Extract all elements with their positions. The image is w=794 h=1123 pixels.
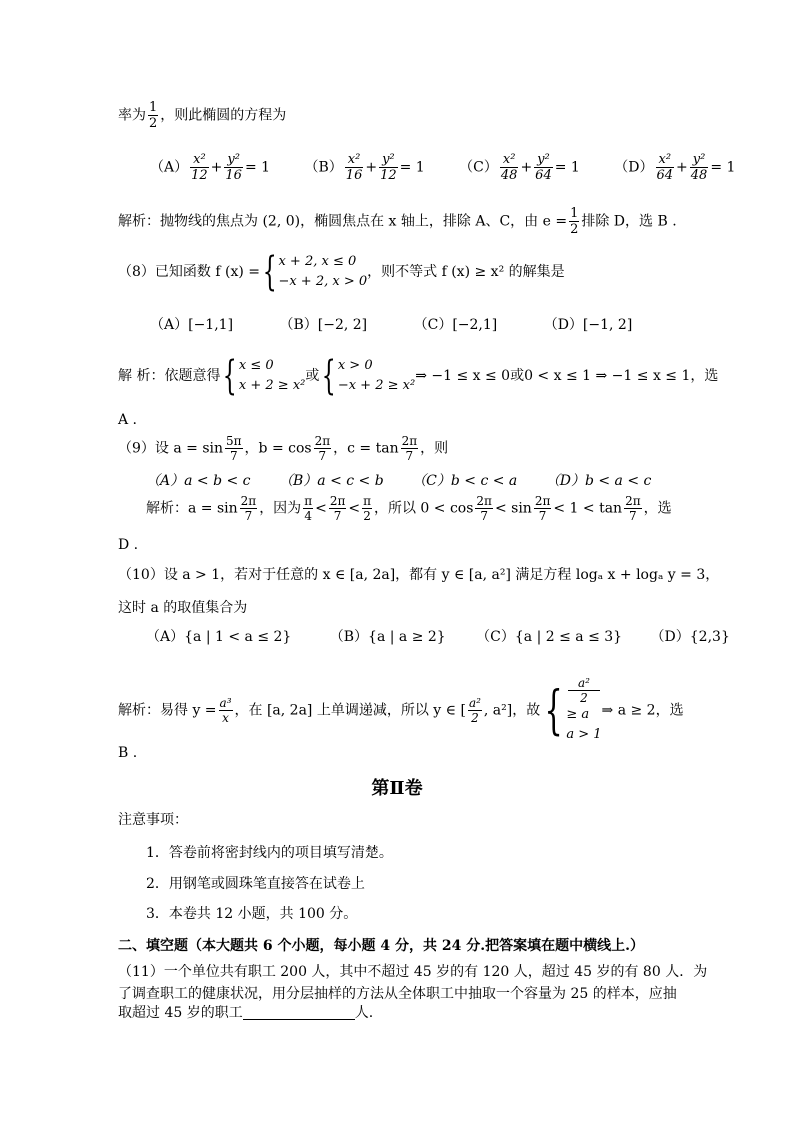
notes-item-3: 3．本卷共 12 小题，共 100 分。: [146, 906, 358, 922]
q7-option-a: （A） $\frac{\text{x²}}{12}$ + $\frac{\text{y²}}{16}$ = 1: [150, 152, 271, 183]
brace-symbol: {: [262, 249, 277, 295]
q7-option-b: （B） $\frac{\text{x²}}{16}$ + $\frac{\text{y²}}{12}$ = 1: [304, 152, 425, 183]
q7-option-d: （D） $\frac{\text{x²}}{64}$ + $\frac{\text{y²}}{48}$ = 1: [614, 152, 736, 183]
q11-line-3: 取超过 45 岁的职工 人.: [118, 1005, 374, 1021]
q10-option-c: （C）{a | 2 ≤ a ≤ 3}: [476, 629, 623, 645]
section-heading: 第Ⅱ卷: [371, 778, 423, 799]
q9-option-a: （A）a < b < c: [146, 473, 251, 489]
q10-stem: （10）设 a > 1，若对于任意的 x ∈ [a, 2a]，都有 y ∈ [a, a²] 满足方程 logₐ x + logₐ y = 3，: [118, 567, 720, 583]
q8-solution: 解 析：依题意得{ x ≤ 0 x + 2 ≥ x² 或{ x > 0 −x + 2 ≥ x² ⇒ −1 ≤ x ≤ 0或0 < x ≤ 1 ⇒ −1 ≤ x ≤ 1，选: [118, 353, 719, 399]
notes-title: 注意事项：: [118, 812, 188, 828]
q8-option-d: （D）[−1, 2]: [543, 317, 633, 333]
intro-text: 率为: [118, 107, 146, 124]
q9-solution: 解析：a = sin $\frac{2\pi}{7}$ ，因为 $\frac{\pi}{4}$ < $\frac{2\pi}{7}$ < $\frac{\pi}{2}$ ，所以 0 < cos $\frac{2\pi}{7}$ < sin $\frac{2\pi}{7}$ < 1 < tan $\frac{2\pi}{7}$ ，选: [146, 494, 672, 523]
q9-stem: （9）设 a = sin $\frac{5\pi}{7}$ ，b = cos $\frac{2\pi}{7}$ ，c = tan $\frac{2\pi}{7}$ ，则: [118, 434, 449, 463]
q10-stem2: 这时 a 的取值集合为: [118, 600, 248, 616]
q9-solution-end: D .: [118, 537, 139, 553]
intro-tail: ，则此椭圆的方程为: [160, 107, 287, 124]
q8-option-a: （A）[−1,1]: [150, 317, 234, 333]
q8-stem: （8）已知函数 f (x) ={ x + 2, x ≤ 0 −x + 2, x > 0 ，则不等式 f (x) ≥ x² 的解集是: [118, 249, 565, 295]
q7-option-c: （C） $\frac{\text{x²}}{48}$ + $\frac{\text{y²}}{64}$ = 1: [459, 152, 580, 183]
q10-option-a: （A）{a | 1 < a ≤ 2}: [146, 629, 292, 645]
q8-option-c: （C）[−2,1]: [413, 317, 498, 333]
notes-item-2: 2．用钢笔或圆珠笔直接答在试卷上: [146, 876, 365, 892]
q7-solution: 解析：抛物线的焦点为 (2, 0)，椭圆焦点在 x 轴上，排除 A、C，由 e = $\frac{1}{2}$ 排除 D，选 B .: [118, 206, 677, 237]
q8-options: [150, 318, 662, 332]
intro-fraction: $\frac{1}{2}$: [149, 100, 158, 131]
q10-option-b: （B）{a | a ≥ 2}: [329, 629, 446, 645]
intro-line: [118, 100, 286, 131]
part2-title: 二、填空题（本大题共 6 个小题，每小题 4 分，共 24 分.把答案填在题中横线上.）: [118, 938, 644, 954]
answer-blank[interactable]: [243, 1007, 355, 1020]
q10-solution: 解析：易得 y = $\frac{\text{a³}}{x}$ ，在 [a, 2a] 上单调递减，所以 y ∈ [ $\frac{\text{a²}}{2}$ , a²]，故{ a² 2 ≥ a a > 1 ⇒ a ≥ 2，选: [118, 676, 684, 742]
q10-option-d: （D）{2,3}: [650, 629, 730, 645]
q7-options: [150, 152, 765, 183]
q9-options: [146, 474, 681, 488]
q10-options: [146, 630, 760, 644]
q11-line-2: 了调查职工的健康状况，用分层抽样的方法从全体职工中抽取一个容量为 25 的样本，应抽: [118, 986, 677, 1002]
q8-option-b: （B）[−2, 2]: [279, 317, 368, 333]
q10-solution-end: B .: [118, 745, 138, 761]
q9-option-d: （D）b < a < c: [545, 473, 652, 489]
q9-option-b: （B）a < c < b: [278, 473, 384, 489]
q11-line-1: （11）一个单位共有职工 200 人，其中不超过 45 岁的有 120 人，超过 45 岁的有 80 人．为: [118, 964, 708, 980]
notes-item-1: 1．答卷前将密封线内的项目填写清楚。: [146, 845, 393, 861]
q9-option-c: （C）b < c < a: [412, 473, 518, 489]
q8-solution-end: A .: [118, 412, 138, 428]
